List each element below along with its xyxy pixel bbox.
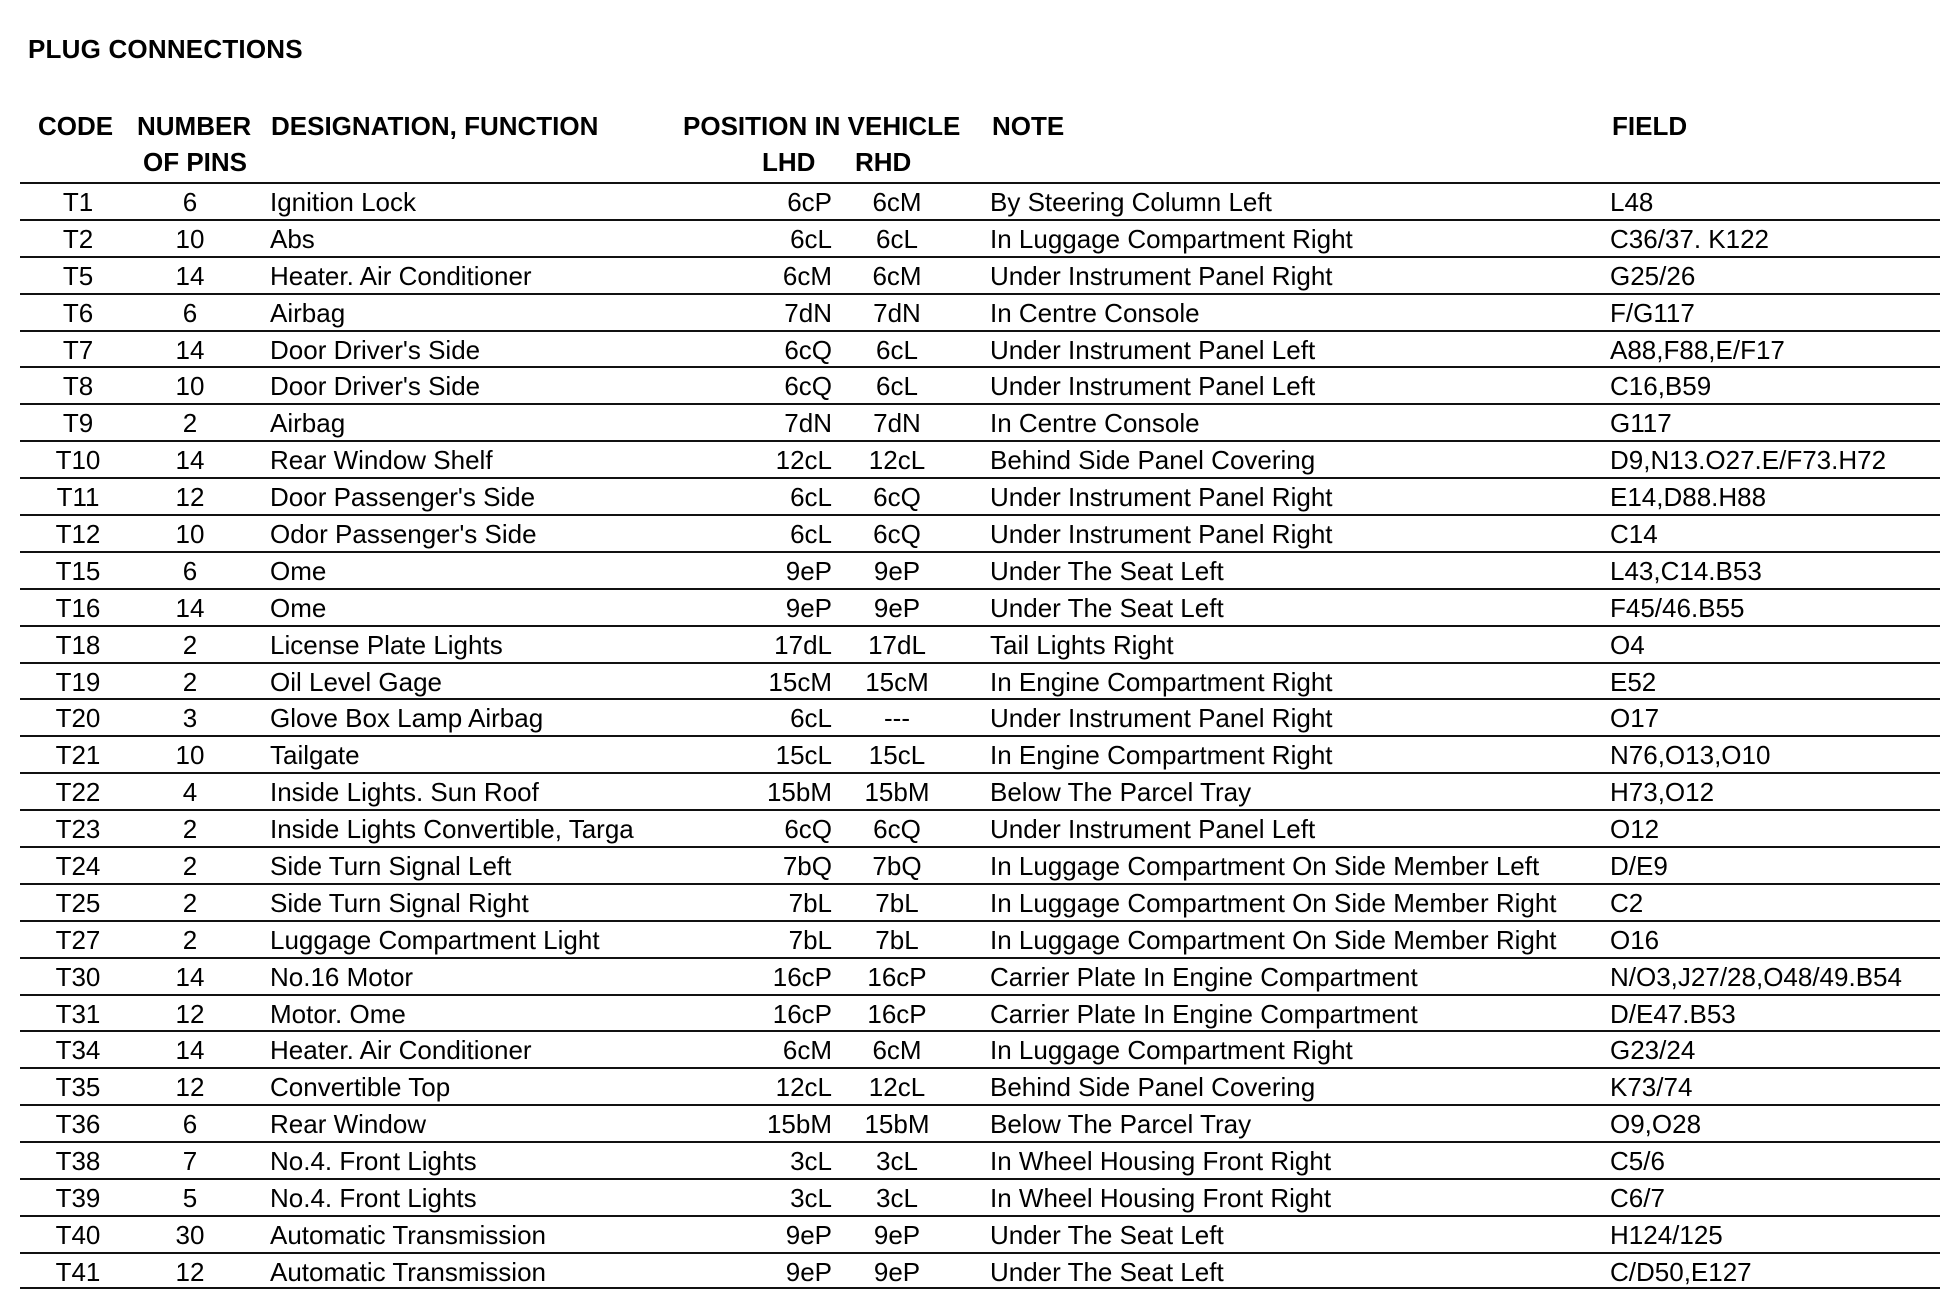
cell-designation: Door Driver's Side <box>270 371 481 402</box>
table-row <box>20 920 1940 957</box>
cell-field: E14,D88.H88 <box>1610 482 1767 513</box>
cell-pins: 6 <box>182 187 198 217</box>
cell-lhd: 6cL <box>790 482 832 513</box>
cell-rhd: 9eP <box>873 1256 921 1287</box>
cell-rhd: 12cL <box>868 445 926 476</box>
cell-lhd: 12cL <box>775 445 832 476</box>
cell-code: T7 <box>62 334 94 365</box>
cell-rhd: 9eP <box>873 555 921 586</box>
cell-lhd: 7dN <box>784 297 832 328</box>
cell-designation: No.4. Front Lights <box>270 1146 477 1177</box>
cell-designation: Automatic Transmission <box>270 1256 546 1287</box>
cell-pins: 2 <box>182 408 198 439</box>
cell-field: O9,O28 <box>1610 1109 1702 1140</box>
cell-field: O16 <box>1610 924 1660 955</box>
cell-designation: Airbag <box>270 408 346 439</box>
cell-lhd: 7bQ <box>782 851 832 882</box>
cell-rhd: 3cL <box>876 1183 918 1214</box>
cell-code: T1 <box>62 187 94 217</box>
cell-code: T8 <box>62 371 94 402</box>
cell-designation: Airbag <box>270 297 346 328</box>
header-number: NUMBER <box>137 111 252 141</box>
cell-note: Below The Parcel Tray <box>990 1109 1252 1140</box>
cell-lhd: 7bL <box>788 887 832 918</box>
cell-field: L43,C14.B53 <box>1610 555 1762 586</box>
cell-code: T27 <box>55 924 101 955</box>
cell-pins: 10 <box>175 371 205 402</box>
header-of-pins: OF PINS <box>143 147 248 177</box>
cell-pins: 14 <box>175 592 205 623</box>
cell-lhd: 17dL <box>774 629 832 660</box>
cell-code: T39 <box>55 1183 101 1214</box>
cell-note: Below The Parcel Tray <box>990 777 1252 808</box>
header-designation: DESIGNATION, FUNCTION <box>271 111 599 141</box>
cell-rhd: 6cM <box>872 1035 922 1066</box>
cell-note: Behind Side Panel Covering <box>990 445 1316 476</box>
table-row <box>20 957 1940 994</box>
cell-designation: Heater. Air Conditioner <box>270 1035 532 1066</box>
cell-field: D9,N13.O27.E/F73.H72 <box>1610 445 1887 476</box>
cell-note: Tail Lights Right <box>990 629 1174 660</box>
cell-field: G117 <box>1610 408 1672 439</box>
table-row <box>20 625 1940 662</box>
cell-designation: Door Driver's Side <box>270 334 481 365</box>
cell-designation: Side Turn Signal Left <box>270 851 512 882</box>
cell-rhd: 15cL <box>868 740 926 771</box>
cell-pins: 6 <box>182 1109 198 1140</box>
cell-note: By Steering Column Left <box>990 187 1272 217</box>
cell-code: T10 <box>55 445 101 476</box>
cell-pins: 4 <box>182 777 198 808</box>
cell-lhd: 6cM <box>782 260 832 291</box>
table-row <box>20 477 1940 514</box>
cell-rhd: --- <box>884 703 910 734</box>
table-row <box>20 994 1940 1031</box>
cell-designation: Abs <box>270 223 315 254</box>
cell-pins: 2 <box>182 851 198 882</box>
cell-rhd: 6cQ <box>873 482 921 513</box>
cell-designation: Odor Passenger's Side <box>270 519 537 550</box>
header-field: FIELD <box>1612 111 1688 141</box>
cell-lhd: 6cQ <box>784 371 832 402</box>
table-row <box>20 772 1940 809</box>
table-row <box>20 588 1940 625</box>
cell-field: C2 <box>1610 887 1644 918</box>
cell-designation: Rear Window Shelf <box>270 445 493 476</box>
cell-note: In Luggage Compartment Right <box>990 223 1353 254</box>
cell-field: F/G117 <box>1610 297 1695 328</box>
cell-lhd: 6cM <box>782 1035 832 1066</box>
cell-lhd: 16cP <box>772 998 832 1029</box>
cell-note: In Centre Console <box>990 297 1200 328</box>
cell-designation: Luggage Compartment Light <box>270 924 600 955</box>
cell-designation: Oil Level Gage <box>270 666 442 697</box>
cell-code: T21 <box>55 740 101 771</box>
table-row <box>20 1215 1940 1252</box>
cell-designation: Inside Lights. Sun Roof <box>270 777 539 808</box>
table-row <box>20 440 1940 477</box>
cell-pins: 2 <box>182 814 198 845</box>
cell-code: T18 <box>55 629 101 660</box>
table-row <box>20 1141 1940 1178</box>
cell-rhd: 7dN <box>873 297 921 328</box>
cell-pins: 2 <box>182 924 198 955</box>
cell-note: Behind Side Panel Covering <box>990 1072 1316 1103</box>
cell-lhd: 12cL <box>775 1072 832 1103</box>
cell-field: A88,F88,E/F17 <box>1610 334 1785 365</box>
cell-lhd: 9eP <box>785 592 832 623</box>
cell-designation: Ignition Lock <box>270 187 416 217</box>
cell-lhd: 3cL <box>790 1146 832 1177</box>
cell-pins: 6 <box>182 555 198 586</box>
table-row <box>20 883 1940 920</box>
cell-code: T9 <box>62 408 94 439</box>
cell-pins: 30 <box>175 1219 205 1250</box>
cell-rhd: 7dN <box>873 408 921 439</box>
cell-rhd: 6cM <box>872 260 922 291</box>
cell-lhd: 15cL <box>775 740 832 771</box>
cell-lhd: 6cL <box>790 703 832 734</box>
cell-rhd: 17dL <box>868 629 926 660</box>
table-row <box>20 698 1940 735</box>
cell-rhd: 6cL <box>876 223 918 254</box>
cell-note: In Engine Compartment Right <box>990 666 1333 697</box>
cell-rhd: 12cL <box>868 1072 926 1103</box>
cell-pins: 3 <box>182 703 198 734</box>
cell-code: T40 <box>55 1219 101 1250</box>
table-row <box>20 809 1940 846</box>
cell-code: T5 <box>62 260 94 291</box>
table-row <box>20 1030 1940 1067</box>
cell-note: Under The Seat Left <box>990 1256 1224 1287</box>
table-row <box>20 330 1940 367</box>
cell-note: Under The Seat Left <box>990 592 1224 623</box>
cell-code: T12 <box>55 519 101 550</box>
cell-code: T20 <box>55 703 101 734</box>
cell-code: T11 <box>56 482 100 513</box>
table-row <box>20 1104 1940 1141</box>
cell-field: O17 <box>1610 703 1660 734</box>
header-position: POSITION IN VEHICLE <box>683 111 961 141</box>
cell-note: In Centre Console <box>990 408 1200 439</box>
cell-pins: 2 <box>182 666 198 697</box>
cell-note: Carrier Plate In Engine Compartment <box>990 998 1418 1029</box>
cell-pins: 14 <box>175 260 205 291</box>
cell-rhd: 6cL <box>876 334 918 365</box>
cell-field: E52 <box>1610 666 1657 697</box>
cell-rhd: 15bM <box>864 777 930 808</box>
cell-lhd: 6cQ <box>784 814 832 845</box>
cell-pins: 14 <box>175 334 205 365</box>
cell-field: C5/6 <box>1610 1146 1665 1177</box>
cell-rhd: 9eP <box>873 592 921 623</box>
cell-rhd: 6cQ <box>873 814 921 845</box>
cell-field: C/D50,E127 <box>1610 1256 1752 1287</box>
table-row <box>20 219 1940 256</box>
cell-code: T15 <box>55 555 101 586</box>
cell-lhd: 15cM <box>768 666 832 697</box>
cell-pins: 2 <box>182 629 198 660</box>
cell-rhd: 15bM <box>864 1109 930 1140</box>
table-row <box>20 403 1940 440</box>
cell-code: T19 <box>55 666 101 697</box>
table-row <box>20 293 1940 330</box>
cell-note: In Wheel Housing Front Right <box>990 1146 1332 1177</box>
cell-lhd: 6cL <box>790 519 832 550</box>
cell-field: C36/37. K122 <box>1610 223 1770 254</box>
cell-field: F45/46.B55 <box>1610 592 1745 623</box>
table-row <box>20 551 1940 588</box>
cell-lhd: 6cL <box>790 223 832 254</box>
cell-note: Under The Seat Left <box>990 1219 1224 1250</box>
cell-rhd: 16cP <box>867 998 927 1029</box>
cell-field: H124/125 <box>1610 1219 1723 1250</box>
cell-pins: 7 <box>182 1146 198 1177</box>
cell-rhd: 3cL <box>876 1146 918 1177</box>
cell-note: In Luggage Compartment On Side Member Right <box>990 887 1557 918</box>
cell-lhd: 6cP <box>787 187 832 217</box>
cell-note: Under Instrument Panel Right <box>990 519 1333 550</box>
cell-field: G25/26 <box>1610 260 1696 291</box>
cell-designation: License Plate Lights <box>270 629 503 660</box>
cell-code: T38 <box>55 1146 101 1177</box>
cell-code: T34 <box>55 1035 101 1066</box>
cell-code: T16 <box>55 592 101 623</box>
table-row <box>20 735 1940 772</box>
header-code: CODE <box>38 111 114 141</box>
cell-pins: 12 <box>175 998 205 1029</box>
cell-note: Under Instrument Panel Right <box>990 260 1333 291</box>
cell-designation: Side Turn Signal Right <box>270 887 529 918</box>
cell-code: T2 <box>62 223 94 254</box>
cell-code: T25 <box>55 887 101 918</box>
cell-code: T31 <box>55 998 101 1029</box>
header-rhd: RHD <box>855 147 912 177</box>
table-row <box>20 1178 1940 1215</box>
table-row <box>20 846 1940 883</box>
cell-field: K73/74 <box>1610 1072 1693 1103</box>
cell-note: Under Instrument Panel Right <box>990 703 1333 734</box>
cell-pins: 12 <box>175 482 205 513</box>
cell-rhd: 7bL <box>875 924 919 955</box>
table-header <box>0 108 1946 184</box>
cell-code: T36 <box>55 1109 101 1140</box>
plug-connections-table <box>20 182 1940 1289</box>
cell-lhd: 9eP <box>785 555 832 586</box>
cell-lhd: 9eP <box>785 1219 832 1250</box>
table-row <box>20 514 1940 551</box>
cell-designation: Glove Box Lamp Airbag <box>270 703 544 734</box>
cell-lhd: 7bL <box>788 924 832 955</box>
cell-code: T35 <box>55 1072 101 1103</box>
cell-note: In Wheel Housing Front Right <box>990 1183 1332 1214</box>
table-row <box>20 366 1940 403</box>
cell-pins: 14 <box>175 961 205 992</box>
cell-designation: Ome <box>270 592 327 623</box>
cell-lhd: 3cL <box>790 1183 832 1214</box>
cell-lhd: 15bM <box>766 777 832 808</box>
cell-designation: No.16 Motor <box>270 961 414 992</box>
cell-rhd: 6cQ <box>873 519 921 550</box>
cell-note: In Engine Compartment Right <box>990 740 1333 771</box>
cell-rhd: 6cM <box>872 187 922 217</box>
cell-pins: 6 <box>182 297 198 328</box>
cell-field: C6/7 <box>1610 1183 1665 1214</box>
cell-pins: 14 <box>175 1035 205 1066</box>
cell-pins: 12 <box>175 1256 205 1287</box>
cell-code: T6 <box>62 297 94 328</box>
cell-code: T22 <box>55 777 101 808</box>
cell-pins: 2 <box>182 887 198 918</box>
cell-pins: 5 <box>182 1183 198 1214</box>
cell-lhd: 16cP <box>772 961 832 992</box>
cell-rhd: 7bQ <box>872 851 922 882</box>
cell-pins: 12 <box>175 1072 205 1103</box>
cell-note: Under Instrument Panel Right <box>990 482 1333 513</box>
table-row <box>20 182 1940 219</box>
cell-note: Under The Seat Left <box>990 555 1224 586</box>
cell-note: Under Instrument Panel Left <box>990 814 1316 845</box>
cell-designation: Door Passenger's Side <box>270 482 536 513</box>
cell-designation: Rear Window <box>270 1109 427 1140</box>
cell-designation: Convertible Top <box>270 1072 451 1103</box>
cell-note: In Luggage Compartment On Side Member Right <box>990 924 1557 955</box>
cell-lhd: 15bM <box>766 1109 832 1140</box>
table-row <box>20 1067 1940 1104</box>
cell-code: T24 <box>55 851 101 882</box>
cell-note: Under Instrument Panel Left <box>990 334 1316 365</box>
table-row <box>20 662 1940 699</box>
cell-designation: Heater. Air Conditioner <box>270 260 532 291</box>
cell-designation: Motor. Ome <box>270 998 406 1029</box>
cell-field: L48 <box>1610 187 1654 217</box>
cell-field: O12 <box>1610 814 1660 845</box>
cell-rhd: 7bL <box>875 887 919 918</box>
cell-note: Carrier Plate In Engine Compartment <box>990 961 1418 992</box>
cell-rhd: 16cP <box>867 961 927 992</box>
cell-field: G23/24 <box>1610 1035 1696 1066</box>
cell-field: D/E47.B53 <box>1610 998 1736 1029</box>
cell-field: C16,B59 <box>1610 371 1712 402</box>
cell-pins: 10 <box>175 223 205 254</box>
cell-rhd: 6cL <box>876 371 918 402</box>
cell-field: D/E9 <box>1610 851 1668 882</box>
header-note: NOTE <box>992 111 1065 141</box>
cell-pins: 10 <box>175 519 205 550</box>
cell-note: In Luggage Compartment On Side Member Left <box>990 851 1540 882</box>
cell-field: N76,O13,O10 <box>1610 740 1771 771</box>
cell-designation: Automatic Transmission <box>270 1219 546 1250</box>
cell-lhd: 7dN <box>784 408 832 439</box>
table-row <box>20 256 1940 293</box>
cell-designation: Ome <box>270 555 327 586</box>
cell-lhd: 9eP <box>785 1256 832 1287</box>
cell-rhd: 9eP <box>873 1219 921 1250</box>
cell-designation: No.4. Front Lights <box>270 1183 477 1214</box>
cell-designation: Tailgate <box>270 740 360 771</box>
cell-field: O4 <box>1610 629 1645 660</box>
cell-note: Under Instrument Panel Left <box>990 371 1316 402</box>
cell-field: H73,O12 <box>1610 777 1715 808</box>
cell-pins: 14 <box>175 445 205 476</box>
header-lhd: LHD <box>762 147 816 177</box>
cell-designation: Inside Lights Convertible, Targa <box>270 814 634 845</box>
cell-code: T23 <box>55 814 101 845</box>
cell-note: In Luggage Compartment Right <box>990 1035 1353 1066</box>
cell-pins: 10 <box>175 740 205 771</box>
cell-field: N/O3,J27/28,O48/49.B54 <box>1610 961 1902 992</box>
table-row <box>20 1252 1940 1289</box>
cell-code: T30 <box>55 961 101 992</box>
cell-rhd: 15cM <box>865 666 929 697</box>
cell-code: T41 <box>55 1256 101 1287</box>
cell-lhd: 6cQ <box>784 334 832 365</box>
cell-field: C14 <box>1610 519 1658 550</box>
page-title: PLUG CONNECTIONS <box>28 34 303 64</box>
